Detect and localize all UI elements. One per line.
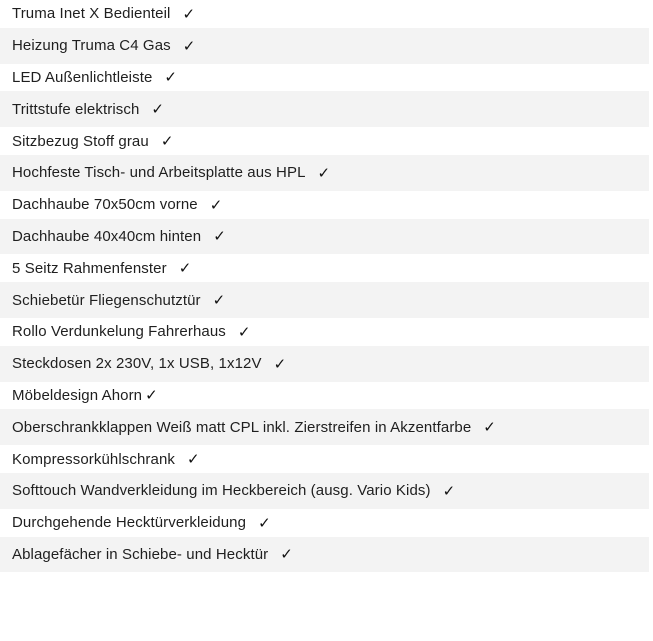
feature-label: Ablagefächer in Schiebe- und Hecktür	[12, 545, 269, 563]
feature-label: Trittstufe elektrisch	[12, 100, 140, 118]
feature-row	[0, 187, 649, 223]
feature-label: Schiebetür Fliegenschutztür	[12, 291, 201, 309]
feature-row	[0, 314, 649, 350]
check-mark-icon: ✓	[258, 513, 271, 532]
feature-row	[0, 28, 649, 64]
check-mark-icon: ✓	[187, 450, 200, 469]
feature-label: Oberschrankklappen Weiß matt CPL inkl. Zierstreifen in Akzentfarbe	[12, 418, 472, 436]
feature-label: Rollo Verdunkelung Fahrerhaus	[12, 323, 226, 341]
feature-row	[0, 123, 649, 159]
feature-row	[0, 91, 649, 127]
feature-row	[0, 219, 649, 255]
feature-row	[0, 409, 649, 445]
feature-label: Dachhaube 70x50cm vorne	[12, 196, 198, 214]
feature-label: Möbeldesign Ahorn	[12, 386, 143, 404]
feature-label: Sitzbezug Stoff grau	[12, 132, 149, 150]
check-mark-icon: ✓	[317, 163, 331, 182]
check-mark-icon: ✓	[178, 259, 192, 278]
check-mark-icon: ✓	[182, 36, 196, 55]
feature-label: 5 Seitz Rahmenfenster	[12, 259, 167, 277]
feature-label: Steckdosen 2x 230V, 1x USB, 1x12V	[12, 355, 262, 373]
check-mark-icon: ✓	[213, 227, 226, 246]
feature-row	[0, 441, 649, 477]
check-mark-icon: ✓	[145, 386, 158, 405]
check-mark-icon: ✓	[212, 291, 226, 310]
feature-row	[0, 378, 649, 414]
feature-row	[0, 537, 649, 573]
feature-label: Truma Inet X Bedienteil	[12, 5, 171, 23]
check-mark-icon: ✓	[237, 322, 251, 341]
feature-row	[0, 155, 649, 191]
feature-label: Hochfeste Tisch- und Arbeitsplatte aus HPL	[12, 164, 306, 182]
feature-row	[0, 282, 649, 318]
feature-row	[0, 473, 649, 509]
feature-label: LED Außenlichtleiste	[12, 68, 153, 86]
check-mark-icon: ✓	[182, 4, 196, 23]
feature-row	[0, 505, 649, 541]
check-mark-icon: ✓	[160, 132, 174, 151]
feature-label: Kompressorkühlschrank	[12, 450, 175, 468]
feature-label: Durchgehende Hecktürverkleidung	[12, 514, 247, 532]
check-mark-icon: ✓	[483, 418, 496, 437]
feature-row	[0, 346, 649, 382]
feature-label: Softtouch Wandverkleidung im Heckbereich (ausg. Vario Kids)	[12, 482, 431, 500]
feature-row	[0, 60, 649, 96]
feature-label: Dachhaube 40x40cm hinten	[12, 227, 202, 245]
feature-row	[0, 250, 649, 286]
check-mark-icon: ✓	[164, 68, 178, 87]
check-mark-icon: ✓	[273, 354, 287, 373]
feature-label: Heizung Truma C4 Gas	[12, 37, 171, 55]
check-mark-icon: ✓	[442, 481, 456, 500]
check-mark-icon: ✓	[151, 100, 165, 119]
check-mark-icon: ✓	[209, 195, 223, 214]
check-mark-icon: ✓	[280, 545, 293, 564]
